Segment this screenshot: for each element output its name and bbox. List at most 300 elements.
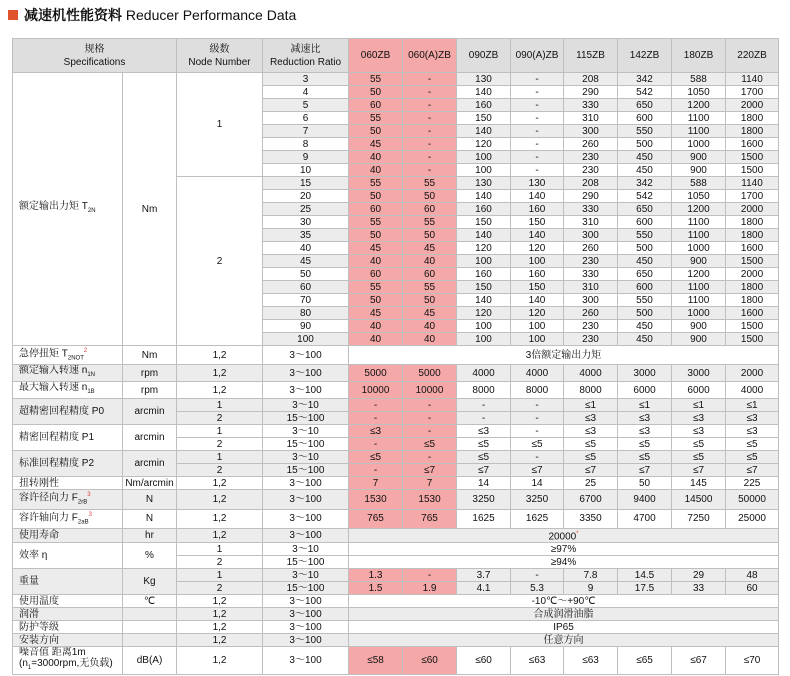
value-cell: 1500 bbox=[726, 255, 779, 268]
value-cell: 9400 bbox=[618, 490, 672, 509]
value-cell: 900 bbox=[672, 164, 726, 177]
value-cell: 230 bbox=[564, 164, 618, 177]
node-cell: 1 bbox=[177, 73, 263, 177]
node-cell: 1,2 bbox=[177, 382, 263, 399]
value-cell: 230 bbox=[564, 151, 618, 164]
value-cell: 150 bbox=[511, 281, 564, 294]
row-label: 使用温度 bbox=[13, 595, 123, 608]
value-cell: 14500 bbox=[672, 490, 726, 509]
ratio-cell: 8 bbox=[263, 138, 349, 151]
value-cell: - bbox=[403, 86, 457, 99]
table-row bbox=[13, 451, 779, 464]
ratio-cell: 3～10 bbox=[263, 451, 349, 464]
value-cell: 7.8 bbox=[564, 569, 618, 582]
value-cell: ≤1 bbox=[618, 399, 672, 412]
value-cell: - bbox=[403, 399, 457, 412]
value-cell: - bbox=[349, 399, 403, 412]
value-cell: 1800 bbox=[726, 294, 779, 307]
value-cell: ≤70 bbox=[726, 647, 779, 675]
value-cell: 300 bbox=[564, 125, 618, 138]
value-cell: 5000 bbox=[349, 365, 403, 382]
value-cell: ≤3 bbox=[672, 412, 726, 425]
unit-cell: N bbox=[123, 490, 177, 509]
performance-table bbox=[12, 38, 779, 675]
value-cell: ≤7 bbox=[457, 464, 511, 477]
value-cell: 4.1 bbox=[457, 582, 511, 595]
value-cell: 9 bbox=[564, 582, 618, 595]
ratio-cell: 15～100 bbox=[263, 582, 349, 595]
value-cell: 150 bbox=[457, 281, 511, 294]
ratio-cell: 3～100 bbox=[263, 365, 349, 382]
value-cell: 1500 bbox=[726, 333, 779, 346]
value-cell: 100 bbox=[511, 333, 564, 346]
value-cell: ≤5 bbox=[564, 438, 618, 451]
value-cell: 8000 bbox=[457, 382, 511, 399]
node-cell: 2 bbox=[177, 177, 263, 346]
ratio-cell: 3～10 bbox=[263, 399, 349, 412]
value-cell: 1800 bbox=[726, 281, 779, 294]
page-header bbox=[8, 5, 296, 25]
value-cell: 55 bbox=[349, 216, 403, 229]
ratio-cell: 90 bbox=[263, 320, 349, 333]
header-model: 220ZB bbox=[726, 39, 779, 73]
value-cell: 6000 bbox=[672, 382, 726, 399]
value-cell: 55 bbox=[403, 177, 457, 190]
ratio-cell: 4 bbox=[263, 86, 349, 99]
header-spec: 规格 Specifications bbox=[13, 39, 177, 73]
value-cell: 765 bbox=[349, 509, 403, 528]
value-cell: 3250 bbox=[511, 490, 564, 509]
value-cell: 55 bbox=[349, 281, 403, 294]
ratio-cell: 3～100 bbox=[263, 346, 349, 365]
value-cell: 1600 bbox=[726, 307, 779, 320]
value-cell: 1140 bbox=[726, 177, 779, 190]
value-cell: 55 bbox=[403, 216, 457, 229]
value-cell: 330 bbox=[564, 203, 618, 216]
value-cell: 650 bbox=[618, 203, 672, 216]
value-cell: ≤5 bbox=[618, 451, 672, 464]
value-cell: 4000 bbox=[726, 382, 779, 399]
value-cell: 4000 bbox=[457, 365, 511, 382]
ratio-cell: 70 bbox=[263, 294, 349, 307]
ratio-cell: 15～100 bbox=[263, 556, 349, 569]
value-cell: 3000 bbox=[672, 365, 726, 382]
value-cell: ≤5 bbox=[403, 438, 457, 451]
value-cell: 140 bbox=[457, 294, 511, 307]
value-cell: ≤1 bbox=[726, 399, 779, 412]
value-cell: 900 bbox=[672, 320, 726, 333]
value-cell: 8000 bbox=[511, 382, 564, 399]
value-cell: 17.5 bbox=[618, 582, 672, 595]
value-cell: 160 bbox=[457, 268, 511, 281]
value-cell: 260 bbox=[564, 242, 618, 255]
value-cell: 600 bbox=[618, 281, 672, 294]
value-cell: 1530 bbox=[403, 490, 457, 509]
unit-cell: Nm bbox=[123, 73, 177, 346]
value-cell: 3250 bbox=[457, 490, 511, 509]
value-cell: 900 bbox=[672, 151, 726, 164]
value-cell: 45 bbox=[349, 242, 403, 255]
value-cell: 55 bbox=[349, 73, 403, 86]
table-row bbox=[13, 647, 779, 675]
node-cell: 1 bbox=[177, 425, 263, 438]
value-cell: 6000 bbox=[618, 382, 672, 399]
row-label: 最大输入转速 $n_{1B}$ bbox=[13, 382, 123, 399]
row-label: 效率 η bbox=[13, 543, 123, 569]
value-cell: 120 bbox=[457, 307, 511, 320]
value-cell: 1000 bbox=[672, 242, 726, 255]
ratio-cell: 15～100 bbox=[263, 438, 349, 451]
value-cell: 1625 bbox=[457, 509, 511, 528]
value-cell: 765 bbox=[403, 509, 457, 528]
ratio-cell: 3～100 bbox=[263, 490, 349, 509]
header-model: 115ZB bbox=[564, 39, 618, 73]
value-cell: 1800 bbox=[726, 125, 779, 138]
value-cell: 40 bbox=[403, 320, 457, 333]
ratio-cell: 3 bbox=[263, 73, 349, 86]
node-cell: 1,2 bbox=[177, 621, 263, 634]
other-specs bbox=[13, 346, 779, 675]
value-cell: ≤65 bbox=[618, 647, 672, 675]
value-cell: 40 bbox=[403, 255, 457, 268]
ratio-cell: 3～100 bbox=[263, 528, 349, 542]
value-cell: ≤63 bbox=[564, 647, 618, 675]
value-cell: 1800 bbox=[726, 112, 779, 125]
ratio-cell: 15～100 bbox=[263, 412, 349, 425]
value-cell: - bbox=[511, 451, 564, 464]
table-row bbox=[13, 477, 779, 490]
value-cell: 140 bbox=[457, 190, 511, 203]
value-cell: 7 bbox=[403, 477, 457, 490]
value-cell: ≤5 bbox=[457, 451, 511, 464]
header-model: 090(A)ZB bbox=[511, 39, 564, 73]
value-cell: 100 bbox=[457, 151, 511, 164]
value-cell: 300 bbox=[564, 229, 618, 242]
value-cell: 14.5 bbox=[618, 569, 672, 582]
row-label: 急停扭矩 $T_{2NOT}^2$ bbox=[13, 346, 123, 365]
value-cell: 140 bbox=[457, 125, 511, 138]
ratio-cell: 3～100 bbox=[263, 595, 349, 608]
row-label: 容许径向力 $F_{2rB}^3$ bbox=[13, 490, 123, 509]
value-cell: - bbox=[457, 399, 511, 412]
unit-cell: ℃ bbox=[123, 595, 177, 608]
value-cell: 1200 bbox=[672, 99, 726, 112]
value-cell: 100 bbox=[457, 164, 511, 177]
value-cell: 50 bbox=[403, 190, 457, 203]
value-cell: 140 bbox=[511, 294, 564, 307]
value-cell: ≥97% bbox=[349, 543, 779, 556]
ratio-cell: 6 bbox=[263, 112, 349, 125]
value-cell: 45 bbox=[403, 242, 457, 255]
unit-cell: arcmin bbox=[123, 451, 177, 477]
value-cell: 50 bbox=[403, 229, 457, 242]
row-label: 标准回程精度 P2 bbox=[13, 451, 123, 477]
value-cell: 450 bbox=[618, 320, 672, 333]
value-cell: - bbox=[403, 412, 457, 425]
value-cell: 1500 bbox=[726, 164, 779, 177]
ratio-cell: 3～100 bbox=[263, 509, 349, 528]
value-cell: - bbox=[511, 125, 564, 138]
value-cell: 1050 bbox=[672, 190, 726, 203]
value-cell: 50 bbox=[349, 229, 403, 242]
value-cell: 145 bbox=[672, 477, 726, 490]
value-cell: 7 bbox=[349, 477, 403, 490]
value-cell: - bbox=[511, 425, 564, 438]
row-label: 扭转刚性 bbox=[13, 477, 123, 490]
value-cell: 5.3 bbox=[511, 582, 564, 595]
value-cell: 550 bbox=[618, 294, 672, 307]
ratio-cell: 3～10 bbox=[263, 569, 349, 582]
value-cell: - bbox=[511, 73, 564, 86]
value-cell: ≤7 bbox=[511, 464, 564, 477]
value-cell: ≤3 bbox=[564, 425, 618, 438]
value-cell: 160 bbox=[457, 203, 511, 216]
value-cell: ≤3 bbox=[672, 425, 726, 438]
ratio-cell: 15～100 bbox=[263, 464, 349, 477]
node-cell: 1,2 bbox=[177, 608, 263, 621]
value-cell: ≤3 bbox=[726, 412, 779, 425]
value-cell: ≤7 bbox=[403, 464, 457, 477]
value-cell: 8000 bbox=[564, 382, 618, 399]
node-cell: 2 bbox=[177, 582, 263, 595]
value-cell: 130 bbox=[511, 177, 564, 190]
unit-cell bbox=[123, 608, 177, 621]
value-cell: 1100 bbox=[672, 125, 726, 138]
value-cell: 1.3 bbox=[349, 569, 403, 582]
value-cell: 1200 bbox=[672, 203, 726, 216]
ratio-cell: 3～100 bbox=[263, 477, 349, 490]
value-cell: 310 bbox=[564, 281, 618, 294]
value-cell: - bbox=[403, 151, 457, 164]
value-cell: - bbox=[511, 412, 564, 425]
value-cell: ≤67 bbox=[672, 647, 726, 675]
value-cell: 50 bbox=[618, 477, 672, 490]
ratio-cell: 35 bbox=[263, 229, 349, 242]
ratio-cell: 3～100 bbox=[263, 621, 349, 634]
value-cell: 1100 bbox=[672, 229, 726, 242]
value-cell: 260 bbox=[564, 138, 618, 151]
value-cell: - bbox=[511, 399, 564, 412]
value-cell: 4000 bbox=[564, 365, 618, 382]
unit-cell: dB(A) bbox=[123, 647, 177, 675]
node-cell: 1,2 bbox=[177, 595, 263, 608]
value-cell: ≤60 bbox=[457, 647, 511, 675]
value-cell: - bbox=[511, 164, 564, 177]
value-cell: 100 bbox=[511, 320, 564, 333]
value-cell: 45 bbox=[403, 307, 457, 320]
value-cell: 1140 bbox=[726, 73, 779, 86]
value-cell: 40 bbox=[349, 164, 403, 177]
value-cell: 500 bbox=[618, 307, 672, 320]
value-cell: 450 bbox=[618, 151, 672, 164]
value-cell: 208 bbox=[564, 73, 618, 86]
value-cell: 150 bbox=[457, 112, 511, 125]
value-cell: 50000 bbox=[726, 490, 779, 509]
value-cell: - bbox=[403, 125, 457, 138]
row-label: 噪音值 距离1m ($n_1=3000rpm$,无负载) bbox=[13, 647, 123, 675]
value-cell: 300 bbox=[564, 294, 618, 307]
value-cell: - bbox=[511, 86, 564, 99]
row-label: 安装方向 bbox=[13, 634, 123, 647]
unit-cell: rpm bbox=[123, 382, 177, 399]
table-row bbox=[13, 425, 779, 438]
value-cell: 33 bbox=[672, 582, 726, 595]
value-cell: ≤3 bbox=[349, 425, 403, 438]
value-cell: 3倍额定输出力矩 bbox=[349, 346, 779, 365]
unit-cell: arcmin bbox=[123, 425, 177, 451]
node-cell: 1 bbox=[177, 399, 263, 412]
header-model: 090ZB bbox=[457, 39, 511, 73]
value-cell: 330 bbox=[564, 268, 618, 281]
value-cell: 310 bbox=[564, 216, 618, 229]
value-cell: - bbox=[403, 138, 457, 151]
value-cell: 50 bbox=[403, 294, 457, 307]
value-cell: 650 bbox=[618, 99, 672, 112]
value-cell: 合成润滑油脂 bbox=[349, 608, 779, 621]
value-cell: 14 bbox=[457, 477, 511, 490]
value-cell: 100 bbox=[457, 320, 511, 333]
value-cell: ≤5 bbox=[726, 438, 779, 451]
value-cell: ≤3 bbox=[618, 425, 672, 438]
value-cell: - bbox=[511, 99, 564, 112]
table-row bbox=[13, 569, 779, 582]
ratio-cell: 10 bbox=[263, 164, 349, 177]
page-title: 减速机性能资料 Reducer Performance Data bbox=[24, 7, 297, 23]
value-cell: 3000 bbox=[618, 365, 672, 382]
value-cell: 2000 bbox=[726, 203, 779, 216]
value-cell: ≤7 bbox=[672, 464, 726, 477]
value-cell: 150 bbox=[457, 216, 511, 229]
value-cell: 45 bbox=[349, 307, 403, 320]
value-cell: 4000 bbox=[511, 365, 564, 382]
value-cell: -10℃～+90℃ bbox=[349, 595, 779, 608]
value-cell: 120 bbox=[511, 242, 564, 255]
value-cell: - bbox=[511, 151, 564, 164]
value-cell: 10000 bbox=[349, 382, 403, 399]
value-cell: 230 bbox=[564, 320, 618, 333]
header-node: 级数 Node Number bbox=[177, 39, 263, 73]
value-cell: 900 bbox=[672, 333, 726, 346]
node-cell: 1,2 bbox=[177, 477, 263, 490]
value-cell: ≤3 bbox=[457, 425, 511, 438]
value-cell: 1000 bbox=[672, 138, 726, 151]
ratio-cell: 25 bbox=[263, 203, 349, 216]
value-cell: - bbox=[349, 438, 403, 451]
value-cell: 55 bbox=[349, 177, 403, 190]
header-row bbox=[13, 39, 779, 73]
node-cell: 1,2 bbox=[177, 528, 263, 542]
value-cell: 40 bbox=[349, 320, 403, 333]
value-cell: 1600 bbox=[726, 138, 779, 151]
value-cell: 140 bbox=[457, 229, 511, 242]
value-cell: 55 bbox=[349, 112, 403, 125]
value-cell: 100 bbox=[457, 333, 511, 346]
table-row bbox=[13, 608, 779, 621]
node-cell: 1 bbox=[177, 543, 263, 556]
value-cell: 330 bbox=[564, 99, 618, 112]
ratio-cell: 50 bbox=[263, 268, 349, 281]
header-model: 142ZB bbox=[618, 39, 672, 73]
row-label: 容许轴向力 $F_{2aB}^3$ bbox=[13, 509, 123, 528]
table-row bbox=[13, 621, 779, 634]
unit-cell: Kg bbox=[123, 569, 177, 595]
value-cell: 140 bbox=[511, 229, 564, 242]
table-row bbox=[13, 382, 779, 399]
ratio-cell: 3～100 bbox=[263, 634, 349, 647]
row-label: 重量 bbox=[13, 569, 123, 595]
title-marker-icon bbox=[8, 10, 18, 20]
ratio-cell: 3～10 bbox=[263, 425, 349, 438]
value-cell: 5000 bbox=[403, 365, 457, 382]
value-cell: ≤60 bbox=[403, 647, 457, 675]
ratio-cell: 9 bbox=[263, 151, 349, 164]
value-cell: 任意方向 bbox=[349, 634, 779, 647]
value-cell: 588 bbox=[672, 73, 726, 86]
value-cell: 208 bbox=[564, 177, 618, 190]
value-cell: - bbox=[403, 73, 457, 86]
table-row bbox=[13, 509, 779, 528]
value-cell: ≤5 bbox=[564, 451, 618, 464]
value-cell: IP65 bbox=[349, 621, 779, 634]
table-row bbox=[13, 490, 779, 509]
value-cell: - bbox=[403, 569, 457, 582]
value-cell: 1.9 bbox=[403, 582, 457, 595]
unit-cell: % bbox=[123, 543, 177, 569]
value-cell: 1500 bbox=[726, 151, 779, 164]
value-cell: 2000 bbox=[726, 365, 779, 382]
ratio-cell: 45 bbox=[263, 255, 349, 268]
value-cell: 1.5 bbox=[349, 582, 403, 595]
value-cell: 150 bbox=[511, 216, 564, 229]
value-cell: 40 bbox=[349, 333, 403, 346]
value-cell: 160 bbox=[511, 268, 564, 281]
value-cell: 40 bbox=[349, 151, 403, 164]
value-cell: - bbox=[403, 425, 457, 438]
unit-cell: hr bbox=[123, 528, 177, 542]
value-cell: 650 bbox=[618, 268, 672, 281]
value-cell: 60 bbox=[349, 203, 403, 216]
value-cell: ≤5 bbox=[618, 438, 672, 451]
value-cell: ≤7 bbox=[726, 464, 779, 477]
value-cell: 25 bbox=[564, 477, 618, 490]
ratio-cell: 100 bbox=[263, 333, 349, 346]
value-cell: 55 bbox=[403, 281, 457, 294]
value-cell: 14 bbox=[511, 477, 564, 490]
table-row bbox=[13, 346, 779, 365]
value-cell: - bbox=[511, 138, 564, 151]
value-cell: 60 bbox=[726, 582, 779, 595]
table-row bbox=[13, 365, 779, 382]
value-cell: - bbox=[457, 412, 511, 425]
value-cell: 50 bbox=[349, 86, 403, 99]
value-cell: 542 bbox=[618, 190, 672, 203]
value-cell: ≤58 bbox=[349, 647, 403, 675]
ratio-cell: 5 bbox=[263, 99, 349, 112]
value-cell: 25000 bbox=[726, 509, 779, 528]
row-label: 额定输出力矩 $T_{2N}$ bbox=[13, 73, 123, 346]
value-cell: 4700 bbox=[618, 509, 672, 528]
value-cell: ≤5 bbox=[457, 438, 511, 451]
value-cell: 7250 bbox=[672, 509, 726, 528]
value-cell: ≤63 bbox=[511, 647, 564, 675]
header-ratio: 减速比 Reduction Ratio bbox=[263, 39, 349, 73]
value-cell: 588 bbox=[672, 177, 726, 190]
value-cell: 1700 bbox=[726, 190, 779, 203]
value-cell: 1700 bbox=[726, 86, 779, 99]
value-cell: 310 bbox=[564, 112, 618, 125]
node-cell: 2 bbox=[177, 464, 263, 477]
table-row bbox=[13, 399, 779, 412]
